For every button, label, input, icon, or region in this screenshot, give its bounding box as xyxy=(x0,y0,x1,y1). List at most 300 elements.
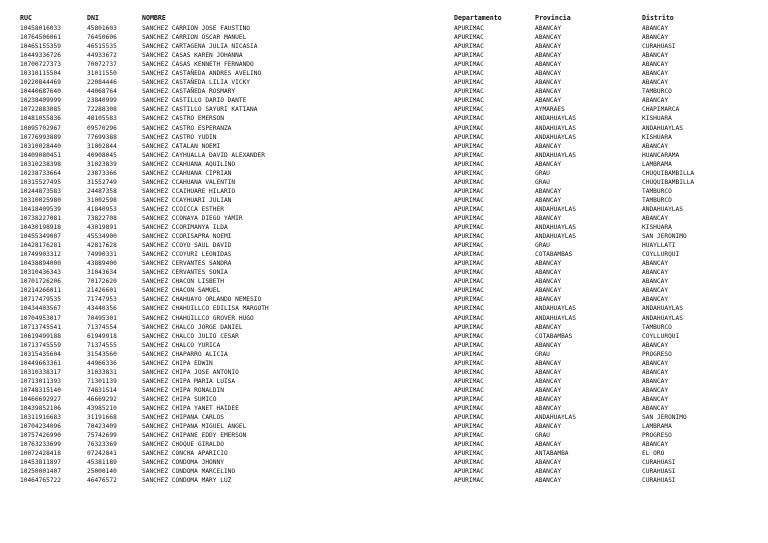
table-row xyxy=(20,133,752,142)
cell-nombre: SANCHEZ CCORIMANYA ILDA xyxy=(142,224,228,232)
cell-departamento: APURIMAC xyxy=(454,341,484,349)
cell-provincia: ABANCAY xyxy=(535,341,562,349)
cell-dni: 77699388 xyxy=(87,133,117,141)
cell-distrito: ABANCAY xyxy=(642,97,669,105)
cell-ruc: 10449663361 xyxy=(20,359,61,367)
cell-departamento: APURIMAC xyxy=(454,323,484,331)
cell-provincia: ANDAHUAYLAS xyxy=(535,151,576,159)
cell-ruc: 10311916683 xyxy=(20,414,61,422)
cell-departamento: APURIMAC xyxy=(454,233,484,241)
cell-dni: 21426601 xyxy=(87,287,117,295)
cell-distrito: ANDAHUAYLAS xyxy=(642,305,683,313)
cell-departamento: APURIMAC xyxy=(454,97,484,105)
cell-ruc: 10250001407 xyxy=(20,468,61,476)
cell-distrito: ABANCAY xyxy=(642,441,669,449)
cell-provincia: ABANCAY xyxy=(535,79,562,87)
cell-ruc: 10449336726 xyxy=(20,52,61,60)
cell-provincia: ABANCAY xyxy=(535,386,562,394)
cell-nombre: SANCHEZ CHIPA JOSE ANTONIO xyxy=(142,368,239,376)
cell-nombre: SANCHEZ CASTILLO SAYURI KATIANA xyxy=(142,106,258,114)
cell-ruc: 10430198918 xyxy=(20,224,61,232)
table-row xyxy=(20,60,752,69)
cell-dni: 48105583 xyxy=(87,115,117,123)
table-row xyxy=(20,114,752,123)
cell-dni: 46476572 xyxy=(87,477,117,485)
cell-provincia: ANDAHUAYLAS xyxy=(535,314,576,322)
cell-departamento: APURIMAC xyxy=(454,61,484,69)
cell-dni: 71374555 xyxy=(87,341,117,349)
cell-dni: 45534900 xyxy=(87,233,117,241)
table-row xyxy=(20,386,752,395)
cell-distrito: CHUQUIBAMBILLA xyxy=(642,178,695,186)
cell-ruc: 10764506061 xyxy=(20,34,61,42)
cell-dni: 70423409 xyxy=(87,423,117,431)
cell-nombre: SANCHEZ CCOYURI LEONIDAS xyxy=(142,251,232,259)
cell-provincia: ABANCAY xyxy=(535,323,562,331)
cell-provincia: ABANCAY xyxy=(535,214,562,222)
cell-ruc: 10464765722 xyxy=(20,477,61,485)
cell-provincia: ANDAHUAYLAS xyxy=(535,414,576,422)
table-row xyxy=(20,350,752,359)
cell-nombre: SANCHEZ CHAHUILLCO EDILISA MARGOTH xyxy=(142,305,269,313)
cell-distrito: PROGRESO xyxy=(642,350,672,358)
cell-dni: 43889400 xyxy=(87,260,117,268)
cell-dni: 44933672 xyxy=(87,52,117,60)
cell-ruc: 10757426990 xyxy=(20,432,61,440)
cell-provincia: ABANCAY xyxy=(535,359,562,367)
cell-ruc: 10434403567 xyxy=(20,305,61,313)
cell-distrito: TAMBURCO xyxy=(642,187,672,195)
cell-ruc: 10465155359 xyxy=(20,43,61,51)
cell-ruc: 10453811897 xyxy=(20,459,61,467)
cell-departamento: APURIMAC xyxy=(454,205,484,213)
cell-nombre: SANCHEZ CONCHA APARICIO xyxy=(142,450,228,458)
cell-departamento: APURIMAC xyxy=(454,368,484,376)
cell-nombre: SANCHEZ CCAHUANA AQUILINO xyxy=(142,160,236,168)
cell-ruc: 10238409999 xyxy=(20,97,61,105)
cell-distrito: KISHUARA xyxy=(642,133,672,141)
cell-distrito: TAMBURCO xyxy=(642,88,672,96)
cell-nombre: SANCHEZ CHIPANA CARLOS xyxy=(142,414,224,422)
cell-nombre: SANCHEZ CCAIHUARE HILARIO xyxy=(142,187,236,195)
table-row xyxy=(20,286,752,295)
cell-departamento: APURIMAC xyxy=(454,477,484,485)
cell-nombre: SANCHEZ CASAS KAREN JOHANNA xyxy=(142,52,243,60)
cell-departamento: APURIMAC xyxy=(454,269,484,277)
table-row xyxy=(20,368,752,377)
cell-distrito: PROGRESO xyxy=(642,432,672,440)
cell-provincia: ABANCAY xyxy=(535,142,562,150)
cell-provincia: ANDAHUAYLAS xyxy=(535,224,576,232)
cell-ruc: 10310115504 xyxy=(20,70,61,78)
cell-dni: 25000140 xyxy=(87,468,117,476)
cell-distrito: CURAHUASI xyxy=(642,477,676,485)
cell-nombre: SANCHEZ CERVANTES SONIA xyxy=(142,269,228,277)
table-header-row xyxy=(20,14,752,24)
cell-distrito: CURAHUASI xyxy=(642,468,676,476)
cell-nombre: SANCHEZ CCOICCA ESTHER xyxy=(142,205,224,213)
cell-distrito: ABANCAY xyxy=(642,296,669,304)
cell-dni: 23840999 xyxy=(87,97,117,105)
cell-departamento: APURIMAC xyxy=(454,386,484,394)
cell-ruc: 10749903312 xyxy=(20,251,61,259)
cell-provincia: ABANCAY xyxy=(535,459,562,467)
cell-dni: 09570296 xyxy=(87,124,117,132)
cell-departamento: APURIMAC xyxy=(454,404,484,412)
cell-dni: 40908045 xyxy=(87,151,117,159)
contributors-table xyxy=(20,14,752,485)
header-provincia: Provincia xyxy=(535,14,571,23)
table-row xyxy=(20,440,752,449)
cell-ruc: 10481055836 xyxy=(20,115,61,123)
cell-departamento: APURIMAC xyxy=(454,34,484,42)
cell-departamento: APURIMAC xyxy=(454,314,484,322)
cell-dni: 46515535 xyxy=(87,43,117,51)
cell-distrito: ABANCAY xyxy=(642,386,669,394)
cell-nombre: SANCHEZ CARRION JOSE FAUSTINO xyxy=(142,25,251,32)
table-row xyxy=(20,160,752,169)
cell-departamento: APURIMAC xyxy=(454,395,484,403)
table-row xyxy=(20,42,752,51)
cell-distrito: CHUQUIBAMBILLA xyxy=(642,169,695,177)
cell-ruc: 10310436343 xyxy=(20,269,61,277)
cell-ruc: 10763233699 xyxy=(20,441,61,449)
table-row xyxy=(20,78,752,87)
cell-ruc: 10713745559 xyxy=(20,341,61,349)
cell-distrito: ABANCAY xyxy=(642,278,669,286)
table-body xyxy=(20,24,752,485)
cell-distrito: HUANCARAMA xyxy=(642,151,680,159)
cell-dni: 31552749 xyxy=(87,178,117,186)
cell-nombre: SANCHEZ CCORISAPRA NOEMI xyxy=(142,233,232,241)
cell-nombre: SANCHEZ CONDOMA JHONNY xyxy=(142,459,224,467)
cell-dni: 31002844 xyxy=(87,142,117,150)
cell-provincia: ABANCAY xyxy=(535,160,562,168)
cell-ruc: 10310238398 xyxy=(20,160,61,168)
cell-provincia: ABANCAY xyxy=(535,368,562,376)
cell-provincia: ANDAHUAYLAS xyxy=(535,305,576,313)
table-row xyxy=(20,187,752,196)
cell-departamento: APURIMAC xyxy=(454,242,484,250)
cell-departamento: APURIMAC xyxy=(454,278,484,286)
cell-nombre: SANCHEZ CCOYO SAUL DAVID xyxy=(142,242,232,250)
cell-ruc: 10439852106 xyxy=(20,404,61,412)
cell-departamento: APURIMAC xyxy=(454,260,484,268)
cell-ruc: 10244873583 xyxy=(20,187,61,195)
cell-dni: 73822708 xyxy=(87,214,117,222)
cell-nombre: SANCHEZ CASAS KENNETH FERNANDO xyxy=(142,61,254,69)
cell-ruc: 10738227081 xyxy=(20,214,61,222)
table-row xyxy=(20,142,752,151)
cell-distrito: ABANCAY xyxy=(642,61,669,69)
cell-distrito: ABANCAY xyxy=(642,368,669,376)
cell-ruc: 10748315140 xyxy=(20,386,61,394)
cell-dni: 44068764 xyxy=(87,88,117,96)
cell-dni: 43440356 xyxy=(87,305,117,313)
cell-provincia: ABANCAY xyxy=(535,25,562,32)
cell-dni: 71747953 xyxy=(87,296,117,304)
cell-provincia: GRAU xyxy=(535,350,550,358)
table-row xyxy=(20,295,752,304)
cell-dni: 43985210 xyxy=(87,404,117,412)
cell-nombre: SANCHEZ CATALAN NOEMI xyxy=(142,142,221,150)
cell-ruc: 10717479535 xyxy=(20,296,61,304)
cell-dni: 31543560 xyxy=(87,350,117,358)
cell-provincia: ABANCAY xyxy=(535,477,562,485)
cell-dni: 71301139 xyxy=(87,377,117,385)
cell-departamento: APURIMAC xyxy=(454,88,484,96)
cell-nombre: SANCHEZ CHOQUE GIRALDO xyxy=(142,441,224,449)
cell-departamento: APURIMAC xyxy=(454,178,484,186)
cell-dni: 70495301 xyxy=(87,314,117,322)
cell-provincia: GRAU xyxy=(535,169,550,177)
cell-nombre: SANCHEZ CARRION OSCAR MANUEL xyxy=(142,34,247,42)
cell-departamento: APURIMAC xyxy=(454,214,484,222)
cell-dni: 22084446 xyxy=(87,79,117,87)
cell-provincia: GRAU xyxy=(535,242,550,250)
cell-nombre: SANCHEZ CCAYHUARI JULIAN xyxy=(142,196,232,204)
cell-nombre: SANCHEZ CHIPA EDWIN xyxy=(142,359,213,367)
cell-ruc: 10619499188 xyxy=(20,332,61,340)
cell-dni: 24487358 xyxy=(87,187,117,195)
cell-nombre: SANCHEZ CASTAÑEDA ANDRES AVELINO xyxy=(142,70,262,78)
cell-dni: 31002598 xyxy=(87,196,117,204)
cell-nombre: SANCHEZ CHIPANA MIGUEL ANGEL xyxy=(142,423,247,431)
cell-departamento: APURIMAC xyxy=(454,251,484,259)
cell-ruc: 10722883085 xyxy=(20,106,61,114)
cell-distrito: ABANCAY xyxy=(642,287,669,295)
cell-dni: 61949918 xyxy=(87,332,117,340)
cell-nombre: SANCHEZ CHAHUILLCO GROVER HUGO xyxy=(142,314,254,322)
table-row xyxy=(20,232,752,241)
cell-distrito: KISHUARA xyxy=(642,224,672,232)
cell-distrito: ABANCAY xyxy=(642,142,669,150)
cell-nombre: SANCHEZ CASTAÑEDA ROSMARY xyxy=(142,88,236,96)
cell-nombre: SANCHEZ CHIPA MARIA LUISA xyxy=(142,377,236,385)
cell-provincia: ABANCAY xyxy=(535,269,562,277)
cell-ruc: 10310338317 xyxy=(20,368,61,376)
cell-dni: 44966336 xyxy=(87,359,117,367)
cell-dni: 23873366 xyxy=(87,169,117,177)
cell-provincia: ABANCAY xyxy=(535,395,562,403)
table-row xyxy=(20,467,752,476)
cell-nombre: SANCHEZ CAYHUALLA DAVID ALEXANDER xyxy=(142,151,265,159)
cell-departamento: APURIMAC xyxy=(454,70,484,78)
cell-departamento: APURIMAC xyxy=(454,414,484,422)
cell-dni: 70072737 xyxy=(87,61,117,69)
cell-provincia: ANDAHUAYLAS xyxy=(535,205,576,213)
cell-provincia: ABANCAY xyxy=(535,196,562,204)
table-row xyxy=(20,431,752,440)
cell-nombre: SANCHEZ CHIPA RONALDIN xyxy=(142,386,224,394)
cell-provincia: ABANCAY xyxy=(535,61,562,69)
cell-ruc: 10713011393 xyxy=(20,377,61,385)
cell-dni: 31191668 xyxy=(87,414,117,422)
cell-distrito: COYLLURQUI xyxy=(642,332,680,340)
table-row xyxy=(20,413,752,422)
cell-departamento: APURIMAC xyxy=(454,468,484,476)
cell-nombre: SANCHEZ CHALCO JULIO CESAR xyxy=(142,332,239,340)
cell-dni: 45801603 xyxy=(87,25,117,32)
cell-distrito: ABANCAY xyxy=(642,404,669,412)
cell-dni: 70172620 xyxy=(87,278,117,286)
cell-departamento: APURIMAC xyxy=(454,142,484,150)
cell-nombre: SANCHEZ CHALCO YURICA xyxy=(142,341,221,349)
cell-dni: 74831514 xyxy=(87,386,117,394)
cell-nombre: SANCHEZ CHAHUAYO ORLANDO NEMESIO xyxy=(142,296,262,304)
table-row xyxy=(20,124,752,133)
table-row xyxy=(20,476,752,485)
table-row xyxy=(20,458,752,467)
cell-departamento: APURIMAC xyxy=(454,115,484,123)
table-row xyxy=(20,404,752,413)
table-row xyxy=(20,395,752,404)
cell-dni: 76323369 xyxy=(87,441,117,449)
cell-ruc: 10214266011 xyxy=(20,287,61,295)
table-row xyxy=(20,69,752,78)
cell-nombre: SANCHEZ CCAHUANA CIPRIAN xyxy=(142,169,232,177)
table-row xyxy=(20,359,752,368)
table-row xyxy=(20,196,752,205)
cell-distrito: KISHUARA xyxy=(642,115,672,123)
cell-provincia: ANDAHUAYLAS xyxy=(535,124,576,132)
cell-distrito: TAMBURCO xyxy=(642,323,672,331)
cell-ruc: 10704234096 xyxy=(20,423,61,431)
cell-provincia: ABANCAY xyxy=(535,377,562,385)
cell-ruc: 10701726206 xyxy=(20,278,61,286)
table-row xyxy=(20,323,752,332)
table-row xyxy=(20,105,752,114)
cell-provincia: GRAU xyxy=(535,432,550,440)
cell-provincia: ABANCAY xyxy=(535,441,562,449)
table-row xyxy=(20,250,752,259)
header-departamento: Departamento xyxy=(454,14,502,23)
table-row xyxy=(20,33,752,42)
table-row xyxy=(20,332,752,341)
cell-ruc: 10315527495 xyxy=(20,178,61,186)
table-row xyxy=(20,277,752,286)
cell-provincia: AYMARAES xyxy=(535,106,565,114)
cell-distrito: CHAPIMARCA xyxy=(642,106,680,114)
table-row xyxy=(20,178,752,187)
table-row xyxy=(20,51,752,60)
cell-provincia: ABANCAY xyxy=(535,70,562,78)
cell-distrito: TAMBURCO xyxy=(642,196,672,204)
cell-dni: 31043634 xyxy=(87,269,117,277)
cell-departamento: APURIMAC xyxy=(454,432,484,440)
cell-nombre: SANCHEZ CONDOMA MARCELINO xyxy=(142,468,236,476)
cell-departamento: APURIMAC xyxy=(454,133,484,141)
cell-ruc: 10466692927 xyxy=(20,395,61,403)
cell-ruc: 10315435604 xyxy=(20,350,61,358)
cell-distrito: SAN JERONIMO xyxy=(642,233,687,241)
cell-ruc: 10776993889 xyxy=(20,133,61,141)
cell-provincia: ABANCAY xyxy=(535,296,562,304)
cell-dni: 31023839 xyxy=(87,160,117,168)
table-row xyxy=(20,314,752,323)
cell-departamento: APURIMAC xyxy=(454,151,484,159)
cell-distrito: ABANCAY xyxy=(642,70,669,78)
cell-dni: 31011550 xyxy=(87,70,117,78)
cell-provincia: ABANCAY xyxy=(535,260,562,268)
cell-distrito: EL ORO xyxy=(642,450,665,458)
table-row xyxy=(20,268,752,277)
cell-ruc: 10700727373 xyxy=(20,61,61,69)
cell-departamento: APURIMAC xyxy=(454,224,484,232)
table-row xyxy=(20,304,752,313)
cell-ruc: 10220844469 xyxy=(20,79,61,87)
cell-departamento: APURIMAC xyxy=(454,287,484,295)
cell-departamento: APURIMAC xyxy=(454,441,484,449)
table-row xyxy=(20,422,752,431)
cell-nombre: SANCHEZ CHIPANE EDDY EMERSON xyxy=(142,432,247,440)
cell-provincia: ANTABAMBA xyxy=(535,450,569,458)
cell-dni: 42817628 xyxy=(87,242,117,250)
cell-provincia: COTABAMBAS xyxy=(535,332,573,340)
table-row xyxy=(20,259,752,268)
cell-nombre: SANCHEZ CCONAYA DIEGO YAMIR xyxy=(142,214,243,222)
cell-ruc: 10310028440 xyxy=(20,142,61,150)
cell-provincia: ABANCAY xyxy=(535,97,562,105)
cell-nombre: SANCHEZ CHIPA YANET HAIDEE xyxy=(142,404,239,412)
cell-departamento: APURIMAC xyxy=(454,359,484,367)
cell-ruc: 10095702967 xyxy=(20,124,61,132)
cell-provincia: ABANCAY xyxy=(535,52,562,60)
cell-dni: 75742699 xyxy=(87,432,117,440)
cell-departamento: APURIMAC xyxy=(454,305,484,313)
cell-departamento: APURIMAC xyxy=(454,350,484,358)
cell-nombre: SANCHEZ CARTAGENA JULIA NICASIA xyxy=(142,43,258,51)
cell-provincia: ABANCAY xyxy=(535,287,562,295)
cell-distrito: ABANCAY xyxy=(642,359,669,367)
cell-dni: 43019891 xyxy=(87,224,117,232)
header-distrito: Distrito xyxy=(642,14,674,23)
cell-nombre: SANCHEZ CASTRO ESPERANZA xyxy=(142,124,232,132)
cell-departamento: APURIMAC xyxy=(454,124,484,132)
cell-distrito: ABANCAY xyxy=(642,377,669,385)
cell-distrito: LAMBRAMA xyxy=(642,160,672,168)
cell-distrito: HUAYLLATI xyxy=(642,242,676,250)
table-row xyxy=(20,377,752,386)
table-row xyxy=(20,151,752,160)
cell-nombre: SANCHEZ CASTRO YUDIN xyxy=(142,133,217,141)
cell-ruc: 10418409539 xyxy=(20,205,61,213)
cell-departamento: APURIMAC xyxy=(454,296,484,304)
cell-distrito: ABANCAY xyxy=(642,341,669,349)
cell-ruc: 10428176281 xyxy=(20,242,61,250)
cell-dni: 74990331 xyxy=(87,251,117,259)
cell-provincia: ANDAHUAYLAS xyxy=(535,115,576,123)
cell-distrito: COYLLURQUI xyxy=(642,251,680,259)
header-dni: DNI xyxy=(87,14,99,23)
cell-ruc: 10713745541 xyxy=(20,323,61,331)
cell-departamento: APURIMAC xyxy=(454,187,484,195)
cell-ruc: 10409080451 xyxy=(20,151,61,159)
cell-dni: 71374554 xyxy=(87,323,117,331)
cell-departamento: APURIMAC xyxy=(454,459,484,467)
table-row xyxy=(20,205,752,214)
cell-provincia: ABANCAY xyxy=(535,187,562,195)
cell-distrito: ABANCAY xyxy=(642,52,669,60)
cell-dni: 45381189 xyxy=(87,459,117,467)
cell-provincia: COTABAMBAS xyxy=(535,251,573,259)
cell-departamento: APURIMAC xyxy=(454,450,484,458)
cell-distrito: ABANCAY xyxy=(642,260,669,268)
table-row xyxy=(20,449,752,458)
cell-dni: 46669292 xyxy=(87,395,117,403)
cell-distrito: CURAHUASI xyxy=(642,459,676,467)
header-nombre: NOMBRE xyxy=(142,14,166,23)
